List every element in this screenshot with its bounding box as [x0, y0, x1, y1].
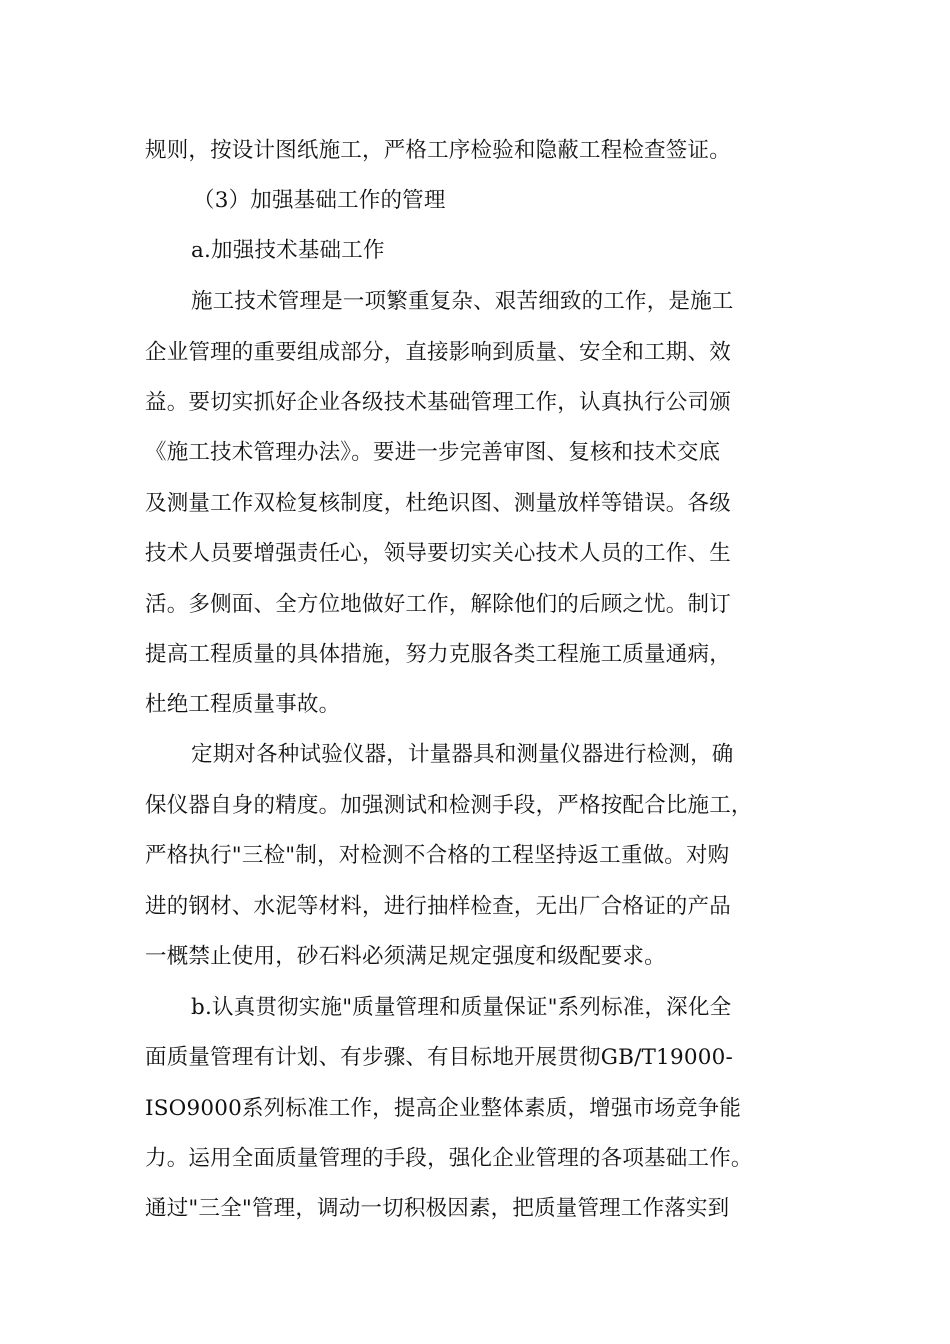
text-line: 保仪器自身的精度。加强测试和检测手段，严格按配合比施工， [145, 793, 753, 818]
text-line: 一概禁止使用，砂石料必须满足规定强度和级配要求。 [145, 944, 666, 969]
text-line: 企业管理的重要组成部分，直接影响到质量、安全和工期、效 [145, 340, 731, 365]
text-line: 规则，按设计图纸施工，严格工序检验和隐蔽工程检查签证。 [145, 138, 731, 163]
text-line: 定期对各种试验仪器，计量器具和测量仪器进行检测，确 [191, 742, 734, 767]
text-line: 进的钢材、水泥等材料，进行抽样检查，无出厂合格证的产品 [145, 894, 731, 919]
text-line: 技术人员要增强责任心，领导要切实关心技术人员的工作、生 [145, 541, 731, 566]
text-line: 严格执行"三检"制，对检测不合格的工程坚持返工重做。对购 [145, 843, 730, 868]
section-heading: （3）加强基础工作的管理 [193, 188, 446, 213]
text-line: 杜绝工程质量事故。 [145, 692, 341, 717]
subsection-heading: a.加强技术基础工作 [191, 238, 385, 263]
text-line: 《施工技术管理办法》。要进一步完善审图、复核和技术交底 [145, 440, 721, 465]
text-line: 活。多侧面、全方位地做好工作，解除他们的后顾之忧。制订 [145, 592, 731, 617]
text-line: 通过"三全"管理，调动一切积极因素，把质量管理工作落实到 [145, 1196, 730, 1221]
text-line: b.认真贯彻实施"质量管理和质量保证"系列标准，深化全 [191, 995, 732, 1020]
text-line: 及测量工作双检复核制度，杜绝识图、测量放样等错误。各级 [145, 491, 731, 516]
text-line: 施工技术管理是一项繁重复杂、艰苦细致的工作，是施工 [191, 289, 734, 314]
text-line: 面质量管理有计划、有步骤、有目标地开展贯彻GB/T19000- [145, 1045, 733, 1070]
text-line: 提高工程质量的具体措施，努力克服各类工程施工质量通病， [145, 642, 731, 667]
text-line: 力。运用全面质量管理的手段，强化企业管理的各项基础工作。 [145, 1146, 753, 1171]
text-line: ISO9000系列标准工作，提高企业整体素质，增强市场竞争能 [145, 1096, 742, 1121]
text-line: 益。要切实抓好企业各级技术基础管理工作，认真执行公司颁 [145, 390, 731, 415]
